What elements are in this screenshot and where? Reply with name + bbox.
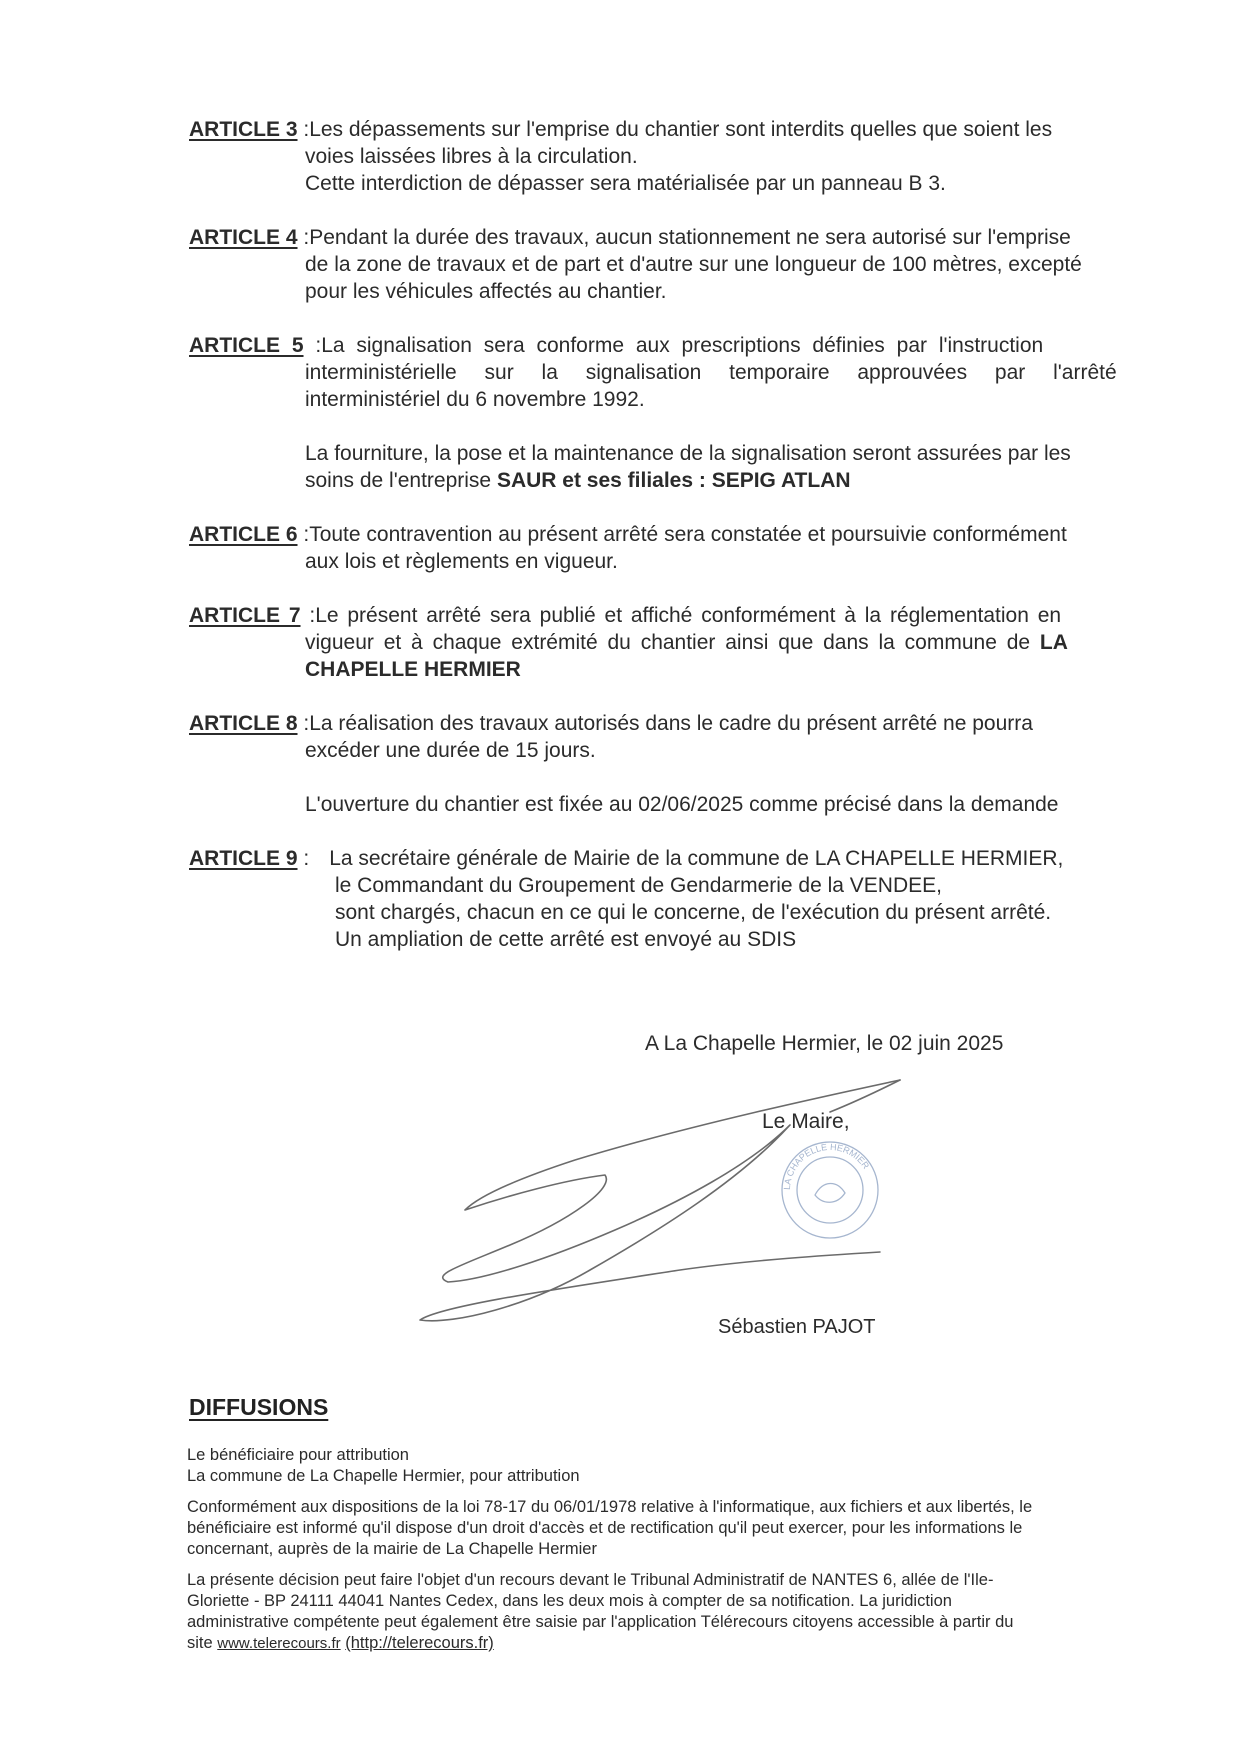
article-text: interministériel du 6 novembre 1992.	[305, 388, 645, 411]
article-8: ARTICLE 8 : La réalisation des travaux autorisés dans le cadre du présent arrêté ne pourra excéder une durée de 15 jours. L'ouverture du chantier est fixée au 02/06/2025 comme précisé dans la demande	[189, 710, 1164, 818]
article-text: aux lois et règlements en vigueur.	[305, 550, 618, 573]
article-5: ARTICLE 5 : La signalisation sera conforme aux prescriptions définies par l'instruction interministérielle sur la signalisation temporaire approuvées par l'arrêté interministériel du 6 novembre 1992. La fourniture, la pose et la maintenance de la signalisation seront assurées par les soins de l'entreprise SAUR et ses filiales : SEPIG ATLAN	[189, 332, 1164, 494]
commune-name: CHAPELLE HERMIER	[305, 658, 521, 681]
signatory-title: Le Maire,	[762, 1110, 850, 1133]
telerecours-url[interactable]: (http://telerecours.fr)	[345, 1634, 494, 1652]
article-label: ARTICLE 9	[189, 847, 298, 870]
article-text: Toute contravention au présent arrêté sera constatée et poursuivie conformément	[309, 523, 1067, 546]
article-label: ARTICLE 6	[189, 523, 298, 546]
place-date: A La Chapelle Hermier, le 02 juin 2025	[645, 1032, 1004, 1055]
article-text: Cette interdiction de dépasser sera matérialisée par un panneau B 3.	[305, 172, 946, 195]
article-text: sont chargés, chacun en ce qui le concerne, de l'exécution du présent arrêté.	[335, 901, 1052, 924]
article-label: ARTICLE 5	[189, 334, 304, 357]
article-6: ARTICLE 6 : Toute contravention au présent arrêté sera constatée et poursuivie conformément aux lois et règlements en vigueur.	[189, 521, 1164, 575]
article-7: ARTICLE 7 : Le présent arrêté sera publié et affiché conformément à la réglementation en vigueur et à chaque extrémité du chantier ainsi que dans la commune de LA CHAPELLE HERMIER	[189, 604, 1068, 681]
diffusions-heading: DIFFUSIONS	[189, 1394, 329, 1420]
article-text: Le présent arrêté sera publié et affiché conformément à la réglementation en	[315, 604, 1062, 627]
article-text: La réalisation des travaux autorisés dans le cadre du présent arrêté ne pourra	[309, 712, 1033, 735]
mayor-stamp	[775, 1135, 885, 1245]
article-text: de la zone de travaux et de part et d'autre sur une longueur de 100 mètres, excepté	[305, 253, 1082, 276]
article-label: ARTICLE 7	[189, 604, 301, 627]
signatory-name: Sébastien PAJOT	[718, 1316, 876, 1338]
article-text: interministérielle sur la signalisation temporaire approuvées par l'arrêté	[305, 361, 1117, 384]
recipient-line: Le bénéficiaire pour attribution	[187, 1446, 409, 1464]
article-label: ARTICLE 8	[189, 712, 298, 735]
article-label: ARTICLE 4	[189, 226, 298, 249]
article-text: excéder une durée de 15 jours.	[305, 739, 596, 762]
article-label: ARTICLE 3	[189, 118, 298, 141]
company-name: SAUR et ses filiales : SEPIG ATLAN	[496, 469, 851, 492]
article-text: Un ampliation de cette arrêté est envoyé au SDIS	[335, 928, 797, 951]
article-text: Pendant la durée des travaux, aucun stationnement ne sera autorisé sur l'emprise	[309, 226, 1071, 249]
appeal-notice: La présente décision peut faire l'objet d'un recours devant le Tribunal Administratif de NANTES 6, allée de l'Ile- Gloriette - BP 24111 44041 Nantes Cedex, dans les deux mois à compter de sa notification. La juridiction administrative compétente peut également être saisie par l'application Télérecours citoyens accessible à partir du site www.telerecours.fr (http://telerecours.fr)	[187, 1571, 1014, 1652]
article-text: Les dépassements sur l'emprise du chantier sont interdits quelles que soient les	[309, 118, 1053, 141]
article-text: le Commandant du Groupement de Gendarmerie de la VENDEE,	[335, 874, 942, 897]
privacy-notice: Conformément aux dispositions de la loi 78-17 du 06/01/1978 relative à l'informatique, aux fichiers et aux libertés, le bénéficiaire est informé qu'il dispose d'un droit d'accès et de rectification qu'il peut exercer, pour les informations le concernant, auprès de la mairie de La Chapelle Hermier	[187, 1498, 1033, 1558]
telerecours-link[interactable]: www.telerecours.fr	[217, 1635, 341, 1652]
article-9: ARTICLE 9 : La secrétaire générale de Mairie de la commune de LA CHAPELLE HERMIER, le Commandant du Groupement de Gendarmerie de la VENDEE, sont chargés, chacun en ce qui le concerne, de l'exécution du présent arrêté. Un ampliation de cette arrêté est envoyé au SDIS	[189, 845, 1164, 953]
recipient-line: La commune de La Chapelle Hermier, pour attribution	[187, 1467, 580, 1485]
article-text: La signalisation sera conforme aux prescriptions définies par l'instruction	[321, 334, 1044, 357]
article-text: L'ouverture du chantier est fixée au 02/06/2025 comme précisé dans la demande	[305, 793, 1059, 816]
article-text: La fourniture, la pose et la maintenance de la signalisation seront assurées par les	[305, 442, 1071, 465]
article-text: pour les véhicules affectés au chantier.	[305, 280, 667, 303]
article-3: ARTICLE 3 : Les dépassements sur l'emprise du chantier sont interdits quelles que soient les voies laissées libres à la circulation. Cette interdiction de dépasser sera matérialisée par un panneau B 3.	[189, 116, 1164, 197]
article-text: voies laissées libres à la circulation.	[305, 145, 638, 168]
article-4: ARTICLE 4 : Pendant la durée des travaux, aucun stationnement ne sera autorisé sur l'emprise de la zone de travaux et de part et d'autre sur une longueur de 100 mètres, excepté pour les véhicules affectés au chantier.	[189, 224, 1164, 305]
article-text: La secrétaire générale de Mairie de la commune de LA CHAPELLE HERMIER,	[329, 847, 1064, 870]
svg-text:LA CHAPELLE HERMIER: LA CHAPELLE HERMIER	[781, 1141, 872, 1191]
